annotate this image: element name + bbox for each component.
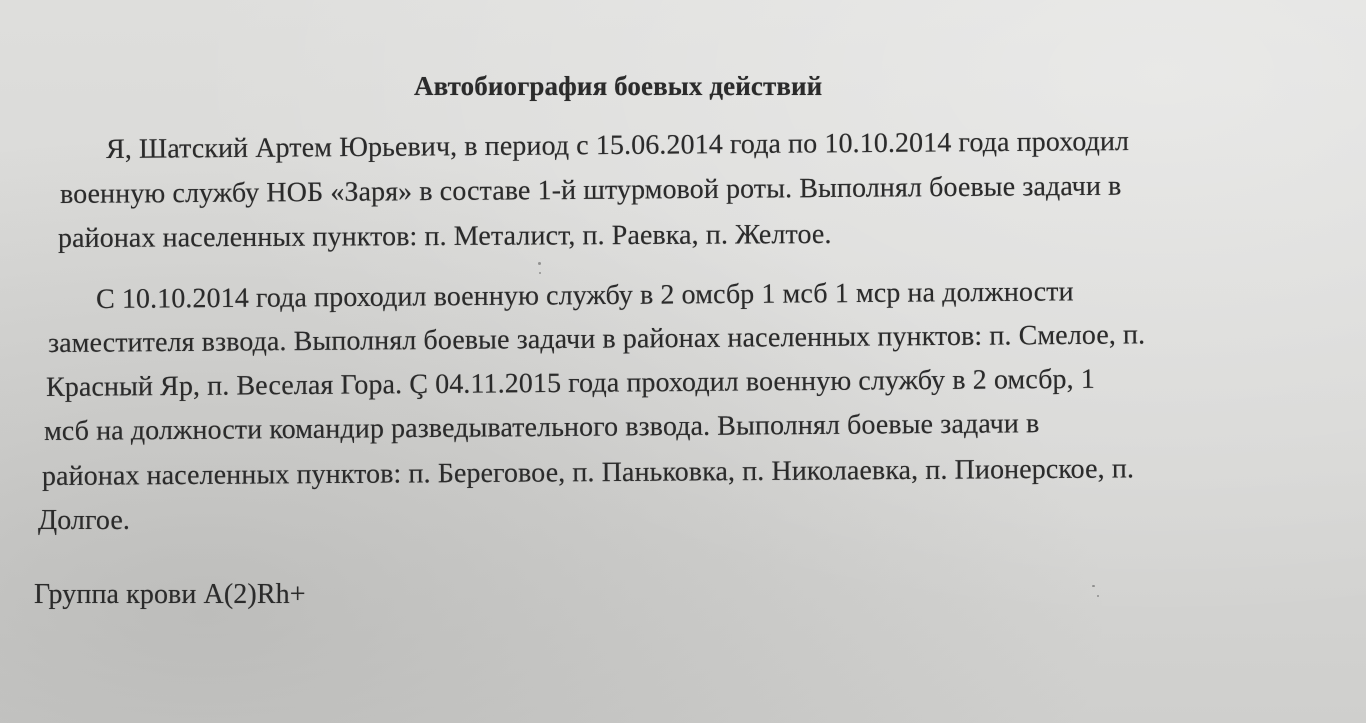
paragraph-2-line-5: районах населенных пунктов: п. Береговое, п. Паньковка, п. Николаевка, п. Пионерское, п. <box>41 453 1135 492</box>
paragraph-2-line-1: С 10.10.2014 года проходил военную службу в 2 омсбр 1 мсб 1 мср на должности <box>95 276 1074 315</box>
paragraph-2-line-2: заместителя взвода. Выполнял боевые задачи в районах населенных пунктов: п. Смелое, п. <box>47 319 1146 359</box>
paper-speck <box>539 272 541 274</box>
paragraph-1-line-3: районах населенных пунктов: п. Металист, п. Раевка, п. Желтое. <box>57 218 832 254</box>
document-title: Автобиография боевых действий <box>414 71 823 101</box>
blood-type-line: Группа крови A(2)Rh+ <box>34 579 306 610</box>
paper-speck <box>1097 595 1099 597</box>
paragraph-2-line-6: Долгое. <box>38 505 130 536</box>
paragraph-1-line-1: Я, Шатский Артем Юрьевич, в период с 15.06.2014 года по 10.10.2014 года проходил <box>105 125 1130 165</box>
paragraph-1-line-2: военную службу НОБ «Заря» в составе 1-й штурмовой роты. Выполнял боевые задачи в <box>59 170 1122 210</box>
paragraph-2-line-3: Красный Яр, п. Веселая Гора. Ç 04.11.2015 года проходил военную службу в 2 омсбр, 1 <box>45 363 1096 403</box>
paper-speck <box>1092 585 1095 587</box>
paper-speck <box>538 262 541 265</box>
paragraph-2-line-4: мсб на должности командир разведывательного взвода. Выполнял боевые задачи в <box>43 408 1040 447</box>
